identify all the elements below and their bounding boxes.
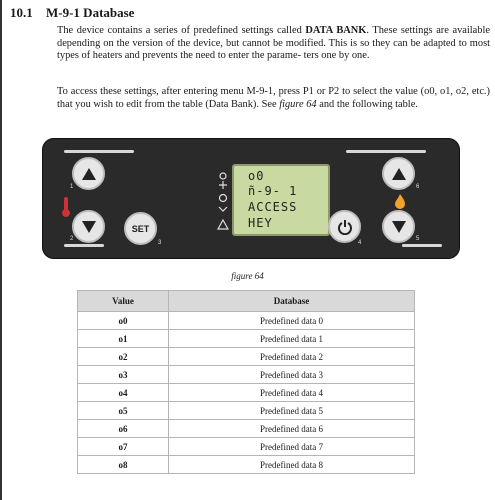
lcd-line-2: ñ-9- 1 bbox=[248, 184, 298, 198]
database-cell: Predefined data 8 bbox=[169, 456, 415, 474]
value-cell: o2 bbox=[78, 348, 169, 366]
p2-down-button[interactable] bbox=[72, 210, 105, 243]
table-row bbox=[78, 438, 415, 456]
panel-accent-top-right bbox=[346, 150, 426, 153]
value-cell: o8 bbox=[78, 456, 169, 474]
control-panel-figure bbox=[42, 138, 460, 259]
intro-text-start: The device contains a series of predefined settings called bbox=[57, 25, 306, 36]
p6-down-button[interactable] bbox=[382, 210, 415, 243]
value-cell: o1 bbox=[78, 330, 169, 348]
p1-up-button[interactable] bbox=[72, 157, 105, 190]
panel-accent-bottom-right bbox=[402, 244, 442, 247]
status-icons bbox=[216, 171, 230, 235]
database-cell: Predefined data 3 bbox=[169, 366, 415, 384]
button-number-3: 3 bbox=[158, 240, 162, 246]
button-number-5: 5 bbox=[416, 236, 420, 242]
database-cell: Predefined data 4 bbox=[169, 384, 415, 402]
value-cell: o5 bbox=[78, 402, 169, 420]
lcd-display bbox=[232, 164, 330, 236]
button-number-4: 4 bbox=[358, 240, 362, 246]
figure-caption: figure 64 bbox=[231, 271, 264, 281]
database-cell: Predefined data 1 bbox=[169, 330, 415, 348]
table-row bbox=[78, 384, 415, 402]
table-row bbox=[78, 420, 415, 438]
section-title: M-9-1 Database bbox=[46, 5, 135, 20]
column-header-database: Database bbox=[169, 291, 415, 312]
database-cell: Predefined data 7 bbox=[169, 438, 415, 456]
table-row bbox=[78, 456, 415, 474]
thermometer-icon bbox=[60, 196, 72, 218]
database-cell: Predefined data 6 bbox=[169, 420, 415, 438]
triangle-up-icon bbox=[391, 167, 407, 181]
p5-up-button[interactable] bbox=[382, 157, 415, 190]
column-header-value: Value bbox=[78, 291, 169, 312]
power-icon bbox=[337, 219, 353, 235]
database-cell: Predefined data 5 bbox=[169, 402, 415, 420]
triangle-up-icon bbox=[81, 167, 97, 181]
value-cell: o4 bbox=[78, 384, 169, 402]
database-cell: Predefined data 0 bbox=[169, 312, 415, 330]
database-cell: Predefined data 2 bbox=[169, 348, 415, 366]
button-number-2: 2 bbox=[70, 236, 74, 242]
table-row bbox=[78, 312, 415, 330]
lcd-line-1: o0 bbox=[248, 169, 265, 183]
lcd-line-3: ACCESS bbox=[248, 200, 298, 214]
value-cell: o6 bbox=[78, 420, 169, 438]
data-bank-term: DATA BANK bbox=[305, 25, 367, 36]
figure-reference: figure 64 bbox=[279, 98, 317, 110]
value-cell: o0 bbox=[78, 312, 169, 330]
section-number: 10.1 bbox=[10, 5, 33, 20]
instructions-paragraph bbox=[57, 86, 490, 111]
flame-icon bbox=[394, 193, 406, 209]
set-button-label: SET bbox=[131, 223, 150, 234]
button-number-1: 1 bbox=[70, 184, 74, 190]
section-heading bbox=[10, 5, 134, 21]
triangle-down-icon bbox=[81, 220, 97, 234]
table-row bbox=[78, 366, 415, 384]
table-row bbox=[78, 330, 415, 348]
table-row bbox=[78, 402, 415, 420]
value-cell: o7 bbox=[78, 438, 169, 456]
triangle-down-icon bbox=[391, 220, 407, 234]
instructions-text-end: and the following table. bbox=[316, 98, 418, 110]
intro-text-end: . These settings are available depending on the version of the device, but cannot be modified. This is so they can be adapted to most types of heaters and prevents the need to enter the parame- ters one by one. bbox=[57, 25, 490, 62]
panel-accent-top-left bbox=[64, 150, 134, 153]
set-button[interactable] bbox=[124, 212, 157, 245]
value-cell: o3 bbox=[78, 366, 169, 384]
instructions-text-start: To access these settings, after entering menu M-9-1, press P1 or P2 to select the value (o0, o1, o2, etc.) that you wish to edit from the table (Data Bank). See bbox=[57, 86, 490, 110]
button-number-6: 6 bbox=[416, 184, 420, 190]
power-button[interactable] bbox=[328, 210, 361, 243]
data-bank-table bbox=[77, 290, 415, 474]
table-header-row bbox=[78, 291, 415, 312]
panel-accent-bottom-left bbox=[64, 244, 104, 247]
page-edge-line bbox=[0, 0, 2, 500]
table-row bbox=[78, 348, 415, 366]
intro-paragraph bbox=[57, 25, 490, 63]
lcd-line-4: HEY bbox=[248, 216, 273, 230]
